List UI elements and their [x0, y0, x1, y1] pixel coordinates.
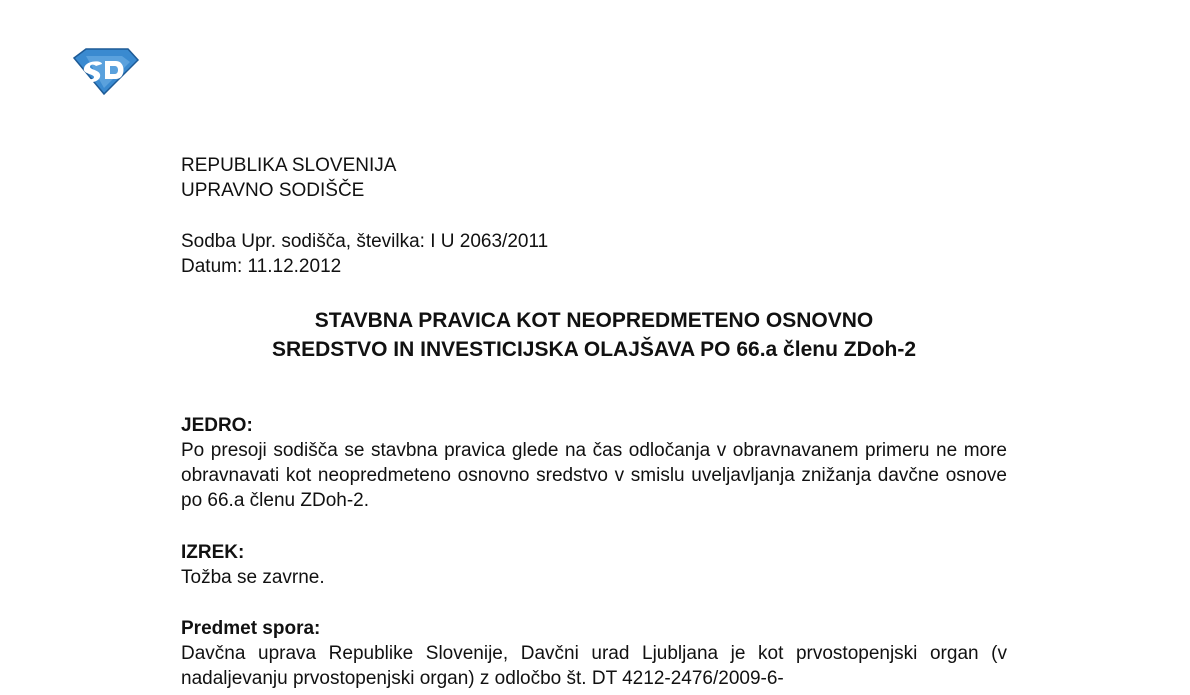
decision-date: Datum: 11.12.2012 — [181, 256, 342, 277]
predmet-spora-heading: Predmet spora: — [181, 618, 321, 639]
jedro-heading: JEDRO: — [181, 415, 253, 436]
izrek-heading: IZREK: — [181, 542, 245, 563]
document-title-line-1: STAVBNA PRAVICA KOT NEOPREDMETENO OSNOVNO — [314, 309, 874, 332]
predmet-spora-text: Davčna uprava Republike Slovenije, Davčni urad Ljubljana je kot prvostopenjski organ (v nadaljevanju prvostopenjski organ) z odločbo št. DT 4212-2476/2009-6- — [181, 643, 1007, 689]
document-title-line-2: SREDSTVO IN INVESTICIJSKA OLAJŠAVA PO 66.a členu ZDoh-2 — [271, 338, 917, 361]
izrek-text: Tožba se zavrne. — [181, 567, 325, 588]
country-name: REPUBLIKA SLOVENIJA — [181, 155, 397, 176]
court-name: UPRAVNO SODIŠČE — [181, 180, 365, 201]
jedro-text: Po presoji sodišča se stavbna pravica glede na čas odločanja v obravnavanem primeru ne more obravnavati kot neopredmeteno osnovno sredstvo v smislu uveljavljanja znižanja davčne osnove po 66.a členu ZDoh-2. — [181, 440, 1007, 511]
sd-shield-logo-icon — [72, 46, 140, 96]
case-number: Sodba Upr. sodišča, številka: I U 2063/2011 — [181, 231, 549, 252]
